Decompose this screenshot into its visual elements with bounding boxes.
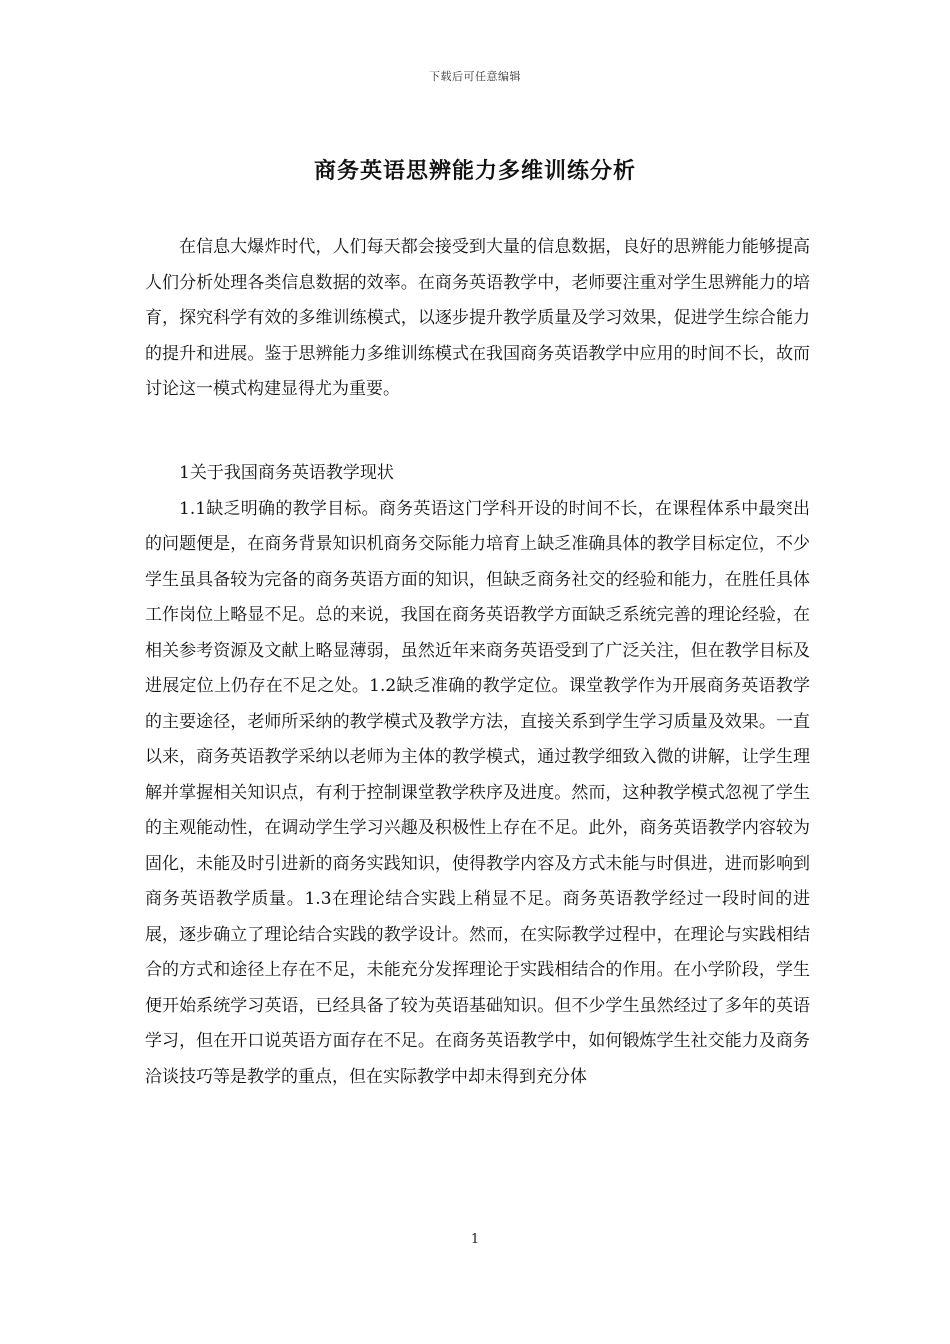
header-note: 下载后可任意编辑 <box>429 70 521 83</box>
section-heading: 1关于我国商务英语教学现状 <box>179 463 394 483</box>
section-1 <box>145 456 810 1095</box>
document-title: 商务英语思辨能力多维训练分析 <box>313 159 636 184</box>
page-number: 1 <box>470 1232 480 1247</box>
intro-paragraph: 在信息大爆炸时代，人们每天都会接受到大量的信息数据，良好的思辨能力能够提高人们分析处理各类信息数据的效率。在商务英语教学中，老师要注重对学生思辨能力的培育，探究科学有效的多维训练模式，以逐步提升教学质量及学习效果，促进学生综合能力的提升和进展。鉴于思辨能力多维训练模式在我国商务英语教学中应用的时间不长，故而讨论这一模式构建显得尤为重要。 <box>145 237 810 399</box>
intro-block <box>145 230 810 408</box>
section-paragraph: 1.1缺乏明确的教学目标。商务英语这门学科开设的时间不长，在课程体系中最突出的问题便是，在商务背景知识机商务交际能力培育上缺乏准确具体的教学目标定位，不少学生虽具备较为完备的商务英语方面的知识，但缺乏商务社交的经验和能力，在胜任具体工作岗位上略显不足。总的来说，我国在商务英语教学方面缺乏系统完善的理论经验，在相关参考资源及文献上略显薄弱，虽然近年来商务英语受到了广泛关注，但在教学目标及进展定位上仍存在不足之处。1.2缺乏准确的教学定位。课堂教学作为开展商务英语教学的主要途径，老师所采纳的教学模式及教学方法，直接关系到学生学习质量及效果。一直以来，商务英语教学采纳以老师为主体的教学模式，通过教学细致入微的讲解，让学生理解并掌握相关知识点，有利于控制课堂教学秩序及进度。然而，这种教学模式忽视了学生的主观能动性，在调动学生学习兴趣及积极性上存在不足。此外，商务英语教学内容较为固化，未能及时引进新的商务实践知识，使得教学内容及方式未能与时俱进，进而影响到商务英语教学质量。1.3在理论结合实践上稍显不足。商务英语教学经过一段时间的进展，逐步确立了理论结合实践的教学设计。然而，在实际教学过程中，在理论与实践相结合的方式和途径上存在不足，未能充分发挥理论于实践相结合的作用。在小学阶段，学生便开始系统学习英语，已经具备了较为英语基础知识。但不少学生虽然经过了多年的英语学习，但在开口说英语方面存在不足。在商务英语教学中，如何锻炼学生社交能力及商务洽谈技巧等是教学的重点，但在实际教学中却未得到充分体 <box>145 498 810 1087</box>
